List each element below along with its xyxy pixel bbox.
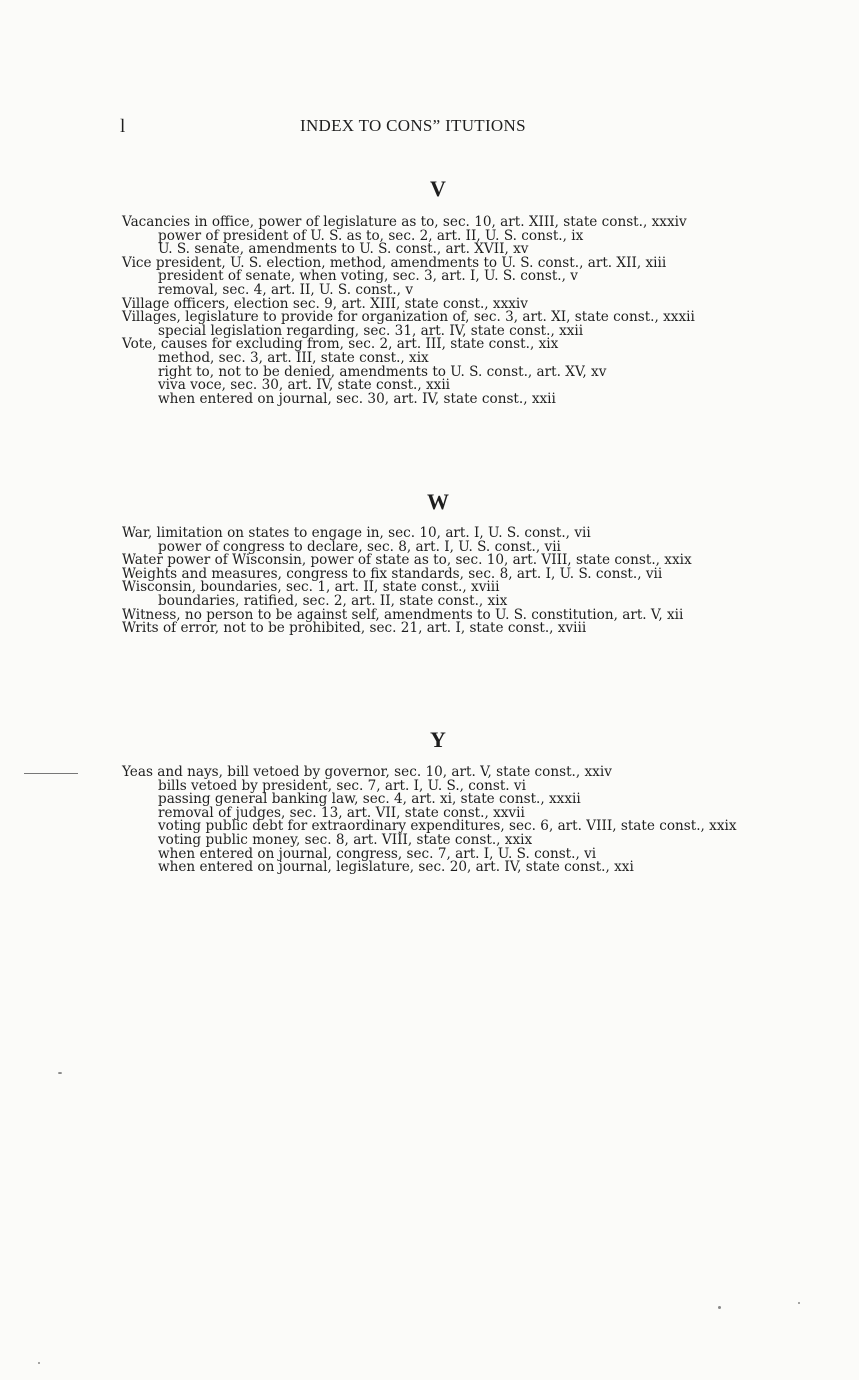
index-subentry: U. S. senate, amendments to U. S. const., art. XVII, xv xyxy=(158,241,529,258)
index-entry: Weights and measures, congress to fix standards, sec. 8, art. I, U. S. const., vii xyxy=(122,565,663,582)
index-entry: Village officers, election sec. 9, art. XIII, state const., xxxiv xyxy=(122,295,528,312)
index-entry: War, limitation on states to engage in, sec. 10, art. I, U. S. const., vii xyxy=(122,525,591,541)
entry-list xyxy=(122,766,754,875)
running-head: INDEX TO CONS” ITUTIONS xyxy=(300,116,526,135)
scan-speck xyxy=(718,1306,721,1309)
scan-speck xyxy=(38,1362,40,1364)
margin-pencil-mark xyxy=(24,773,78,774)
index-subentry: boundaries, ratified, sec. 2, art. II, state const., xix xyxy=(158,592,508,609)
scan-speck xyxy=(798,1302,800,1304)
section-letter: Y xyxy=(430,727,446,752)
index-subentry: when entered on journal, sec. 30, art. IV, state const., xxii xyxy=(158,390,556,407)
page-number: l xyxy=(120,116,126,137)
index-subentry: passing general banking law, sec. 4, art. xi, state const., xxxii xyxy=(158,791,581,808)
index-entry: Vice president, U. S. election, method, amendments to U. S. const., art. XII, xiii xyxy=(122,254,667,271)
index-subentry: method, sec. 3, art. III, state const., xix xyxy=(158,349,429,366)
index-entry: Water power of Wisconsin, power of state as to, sec. 10, art. VIII, state const., xxix xyxy=(122,552,692,569)
index-entry: Yeas and nays, bill vetoed by governor, sec. 10, art. V, state const., xxiv xyxy=(122,764,612,780)
index-subentry: when entered on journal, congress, sec. 7, art. I, U. S. const., vi xyxy=(158,845,597,862)
index-subentry: power of congress to declare, sec. 8, art. I, U. S. const., vii xyxy=(158,538,561,555)
index-entry: Vacancies in office, power of legislature as to, sec. 10, art. XIII, state const., xxxiv xyxy=(122,214,687,230)
index-entry: Writs of error, not to be prohibited, sec. 21, art. I, state const., xviii xyxy=(122,620,587,637)
section-letter: V xyxy=(430,176,446,201)
scan-speck xyxy=(58,1072,62,1074)
index-subentry: right to, not to be denied, amendments to U. S. const., art. XV, xv xyxy=(158,363,607,380)
index-subentry: special legislation regarding, sec. 31, art. IV, state const., xxii xyxy=(158,322,584,339)
index-subentry: bills vetoed by president, sec. 7, art. I, U. S., const. vi xyxy=(158,777,526,794)
index-subentry: power of president of U. S. as to, sec. 2, art. II, U. S. const., ix xyxy=(158,227,584,244)
index-entry: Vote, causes for excluding from, sec. 2, art. III, state const., xix xyxy=(122,336,559,353)
index-subentry: voting public debt for extraordinary expenditures, sec. 6, art. VIII, state const., xxix xyxy=(158,818,737,835)
index-subentry: viva voce, sec. 30, art. IV, state const., xxii xyxy=(158,377,451,394)
entry-list xyxy=(122,216,754,406)
index-entry: Villages, legislature to provide for organization of, sec. 3, art. XI, state const., xxxii xyxy=(122,309,695,326)
index-subentry: removal, sec. 4, art. II, U. S. const., v xyxy=(158,281,414,298)
index-entry: Wisconsin, boundaries, sec. 1, art. II, state const., xviii xyxy=(122,579,500,596)
index-subentry: voting public money, sec. 8, art. VIII, state const., xxix xyxy=(158,831,533,848)
index-entry: Witness, no person to be against self, amendments to U. S. constitution, art. V, xii xyxy=(122,606,684,623)
index-subentry: removal of judges, sec. 13, art. VII, state const., xxvii xyxy=(158,804,525,821)
index-subentry: when entered on journal, legislature, sec. 20, art. IV, state const., xxi xyxy=(158,859,634,876)
entry-list xyxy=(122,527,754,636)
index-subentry: president of senate, when voting, sec. 3, art. I, U. S. const., v xyxy=(158,268,578,285)
section-letter: W xyxy=(427,489,449,514)
